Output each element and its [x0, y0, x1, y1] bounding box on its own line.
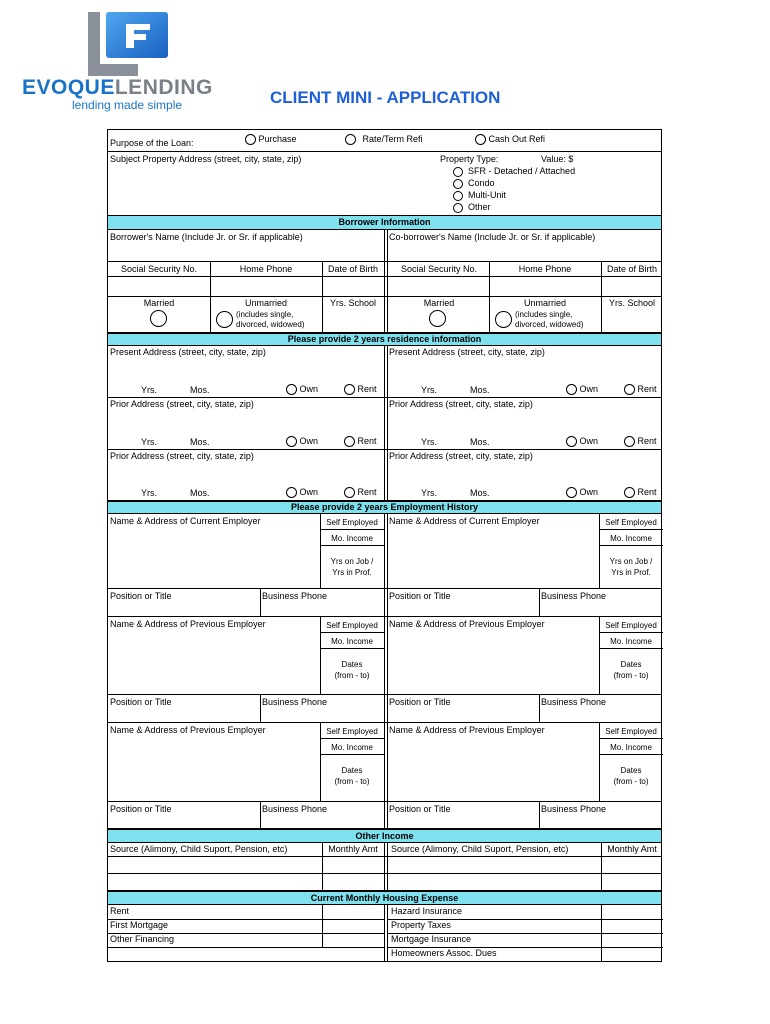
co-dates-range-label: (from - to)	[613, 671, 649, 680]
co-mos-label: Mos.	[470, 385, 490, 395]
co-dates-range-label: (from - to)	[613, 777, 649, 786]
mos-label: Mos.	[190, 488, 210, 498]
co-unmarried-label: Unmarried	[523, 298, 566, 308]
position-label: Position or Title	[110, 804, 172, 814]
rent-label: Rent	[357, 384, 377, 394]
marital-row	[108, 297, 661, 333]
business-phone-label: Business Phone	[262, 804, 328, 814]
co-yrs-prof-label: Yrs in Prof.	[611, 568, 651, 577]
co-yrs-school-label: Yrs. School	[608, 298, 656, 308]
co-home-phone-label: Home Phone	[518, 264, 572, 274]
position-row-2	[108, 695, 661, 723]
page-title: CLIENT MINI - APPLICATION	[270, 88, 501, 107]
co-rent-label: Rent	[637, 436, 657, 446]
previous-employer-label: Name & Address of Previous Employer	[110, 725, 266, 735]
hazard-insurance-label: Hazard Insurance	[391, 906, 463, 916]
borrower-id-header-row	[108, 262, 661, 277]
ssn-label: Social Security No.	[120, 264, 198, 274]
section-residence: Please provide 2 years residence information	[108, 333, 661, 346]
yrs-prof-label: Yrs in Prof.	[332, 568, 372, 577]
purpose-cashout-label: Cash Out Refi	[488, 134, 546, 144]
co-yrs-label: Yrs.	[421, 437, 438, 447]
own-label: Own	[299, 487, 319, 497]
previous-employer-block-2	[108, 723, 661, 802]
logo-wordmark: EVOQUELENDING	[22, 76, 213, 99]
co-own-radio[interactable]	[566, 487, 577, 498]
co-current-employer-label: Name & Address of Current Employer	[389, 516, 540, 526]
ptype-condo-radio[interactable]	[453, 179, 463, 189]
rent-radio[interactable]	[344, 487, 355, 498]
self-employed-label: Self Employed	[326, 621, 378, 630]
section-employment: Please provide 2 years Employment History	[108, 501, 661, 514]
home-phone-label: Home Phone	[239, 264, 293, 274]
rent-expense-label: Rent	[110, 906, 130, 916]
logo-mark-icon	[88, 12, 170, 78]
prior-address-row-2	[108, 450, 661, 488]
position-label: Position or Title	[110, 697, 172, 707]
mo-income-label: Mo. Income	[331, 534, 373, 543]
borrower-name-label: Borrower's Name (Include Jr. or Sr. if applicable)	[110, 232, 303, 242]
co-ssn-label: Social Security No.	[400, 264, 478, 274]
co-mo-income-label: Mo. Income	[610, 637, 652, 646]
mo-income-label: Mo. Income	[331, 637, 373, 646]
coborrower-name-label: Co-borrower's Name (Include Jr. or Sr. if applicable)	[389, 232, 596, 242]
co-present-address-label: Present Address (street, city, state, zip)	[389, 347, 545, 357]
mos-label: Mos.	[190, 437, 210, 447]
co-unmarried-note-2: divorced, widowed)	[515, 320, 584, 329]
subject-address-label: Subject Property Address (street, city, state, zip)	[110, 154, 302, 164]
co-yrs-label: Yrs.	[421, 385, 438, 395]
co-rent-radio[interactable]	[624, 384, 635, 395]
prior-tenure-row-1	[108, 437, 661, 450]
present-address-row	[108, 346, 661, 385]
present-tenure-row	[108, 385, 661, 398]
married-radio[interactable]	[150, 310, 167, 327]
own-label: Own	[299, 436, 319, 446]
section-borrower-info: Borrower Information	[108, 215, 661, 230]
yrs-school-label: Yrs. School	[329, 298, 377, 308]
self-employed-label: Self Employed	[326, 727, 378, 736]
co-self-employed-label: Self Employed	[605, 727, 657, 736]
other-financing-label: Other Financing	[110, 934, 175, 944]
co-married-radio[interactable]	[429, 310, 446, 327]
rent-radio[interactable]	[344, 384, 355, 395]
business-phone-label: Business Phone	[262, 697, 328, 707]
unmarried-note-2: divorced, widowed)	[236, 320, 305, 329]
co-business-phone-label: Business Phone	[541, 697, 607, 707]
ptype-multi-radio[interactable]	[453, 191, 463, 201]
co-rent-radio[interactable]	[624, 436, 635, 447]
value-label: Value: $	[541, 154, 574, 164]
borrower-name-row	[108, 230, 661, 262]
co-unmarried-note-1: (includes single,	[515, 310, 573, 319]
rent-label: Rent	[357, 436, 377, 446]
previous-employer-label: Name & Address of Previous Employer	[110, 619, 266, 629]
purpose-cashout-radio[interactable]	[475, 134, 486, 145]
current-employer-block	[108, 514, 661, 589]
company-logo	[20, 12, 230, 112]
purpose-purchase-radio[interactable]	[245, 134, 256, 145]
property-type-label: Property Type:	[440, 154, 499, 164]
co-prior-address-label-2: Prior Address (street, city, state, zip)	[389, 451, 533, 461]
co-own-radio[interactable]	[566, 384, 577, 395]
co-rent-label: Rent	[637, 487, 657, 497]
business-phone-label: Business Phone	[262, 591, 328, 601]
income-source-label: Source (Alimony, Child Suport, Pension, etc)	[110, 844, 288, 854]
yrs-job-label: Yrs on Job /	[330, 557, 374, 566]
yrs-label: Yrs.	[141, 437, 158, 447]
application-form	[107, 129, 662, 962]
subject-property-row	[108, 152, 661, 215]
rent-radio[interactable]	[344, 436, 355, 447]
co-own-label: Own	[579, 384, 599, 394]
position-label: Position or Title	[110, 591, 172, 601]
dates-label: Dates	[341, 766, 363, 775]
co-own-label: Own	[579, 436, 599, 446]
unmarried-radio[interactable]	[216, 311, 233, 328]
prior-address-label-2: Prior Address (street, city, state, zip)	[110, 451, 254, 461]
prior-address-label-1: Prior Address (street, city, state, zip)	[110, 399, 254, 409]
unmarried-note-1: (includes single,	[236, 310, 294, 319]
first-mortgage-label: First Mortgage	[110, 920, 169, 930]
co-business-phone-label: Business Phone	[541, 591, 607, 601]
prior-tenure-row-2	[108, 488, 661, 501]
self-employed-label: Self Employed	[326, 518, 378, 527]
present-address-label: Present Address (street, city, state, zip)	[110, 347, 266, 357]
co-own-radio[interactable]	[566, 436, 577, 447]
own-radio[interactable]	[286, 384, 297, 395]
property-taxes-label: Property Taxes	[391, 920, 451, 930]
co-own-label: Own	[579, 487, 599, 497]
income-header-row	[108, 843, 661, 857]
income-value-row-2	[108, 874, 661, 891]
co-rent-label: Rent	[637, 384, 657, 394]
co-position-label: Position or Title	[389, 697, 451, 707]
yrs-label: Yrs.	[141, 488, 158, 498]
own-label: Own	[299, 384, 319, 394]
co-self-employed-label: Self Employed	[605, 518, 657, 527]
section-housing-expense: Current Monthly Housing Expense	[108, 891, 661, 905]
co-mo-income-label: Mo. Income	[610, 534, 652, 543]
ptype-other-radio[interactable]	[453, 203, 463, 213]
current-employer-label: Name & Address of Current Employer	[110, 516, 261, 526]
purpose-purchase-label: Purchase	[258, 134, 297, 144]
mo-income-label: Mo. Income	[331, 743, 373, 752]
co-position-label: Position or Title	[389, 591, 451, 601]
co-dates-label: Dates	[620, 766, 642, 775]
co-income-source-label: Source (Alimony, Child Suport, Pension, etc)	[391, 844, 569, 854]
co-dob-label: Date of Birth	[606, 264, 658, 274]
co-mos-label: Mos.	[470, 437, 490, 447]
co-monthly-amt-label: Monthly Amt	[607, 844, 657, 854]
ptype-condo-label: Condo	[468, 178, 495, 188]
purpose-rateterm-radio[interactable]	[345, 134, 356, 145]
co-yrs-job-label: Yrs on Job /	[609, 557, 653, 566]
co-dates-label: Dates	[620, 660, 642, 669]
rent-label: Rent	[357, 487, 377, 497]
co-prior-address-label-1: Prior Address (street, city, state, zip)	[389, 399, 533, 409]
co-position-label: Position or Title	[389, 804, 451, 814]
co-business-phone-label: Business Phone	[541, 804, 607, 814]
income-value-row-1	[108, 857, 661, 874]
dates-range-label: (from - to)	[334, 777, 370, 786]
ptype-sfr-radio[interactable]	[453, 167, 463, 177]
co-previous-employer-label: Name & Address of Previous Employer	[389, 619, 545, 629]
dates-label: Dates	[341, 660, 363, 669]
borrower-id-values-row	[108, 277, 661, 297]
yrs-label: Yrs.	[141, 385, 158, 395]
married-label: Married	[143, 298, 175, 308]
co-married-label: Married	[423, 298, 455, 308]
co-previous-employer-label: Name & Address of Previous Employer	[389, 725, 545, 735]
hoa-dues-label: Homeowners Assoc. Dues	[391, 948, 497, 958]
position-row-3	[108, 802, 661, 829]
co-yrs-label: Yrs.	[421, 488, 438, 498]
co-rent-radio[interactable]	[624, 487, 635, 498]
ptype-other-label: Other	[468, 202, 491, 212]
dob-label: Date of Birth	[327, 264, 379, 274]
mortgage-insurance-label: Mortgage Insurance	[391, 934, 472, 944]
mos-label: Mos.	[190, 385, 210, 395]
housing-expense-block	[108, 905, 661, 961]
logo-tagline: lending made simple	[72, 98, 183, 112]
purpose-label: Purpose of the Loan:	[110, 138, 194, 148]
prior-address-row-1	[108, 398, 661, 437]
own-radio[interactable]	[286, 436, 297, 447]
own-radio[interactable]	[286, 487, 297, 498]
unmarried-label: Unmarried	[244, 298, 287, 308]
loan-purpose-row	[108, 130, 661, 152]
ptype-sfr-label: SFR - Detached / Attached	[468, 166, 576, 176]
section-other-income: Other Income	[108, 829, 661, 843]
purpose-rateterm-label: Rate/Term Refi	[362, 134, 423, 144]
position-row-1	[108, 589, 661, 617]
co-self-employed-label: Self Employed	[605, 621, 657, 630]
co-mos-label: Mos.	[470, 488, 490, 498]
monthly-amt-label: Monthly Amt	[328, 844, 378, 854]
dates-range-label: (from - to)	[334, 671, 370, 680]
ptype-multi-label: Multi-Unit	[468, 190, 507, 200]
previous-employer-block-1	[108, 617, 661, 695]
co-mo-income-label: Mo. Income	[610, 743, 652, 752]
co-unmarried-radio[interactable]	[495, 311, 512, 328]
